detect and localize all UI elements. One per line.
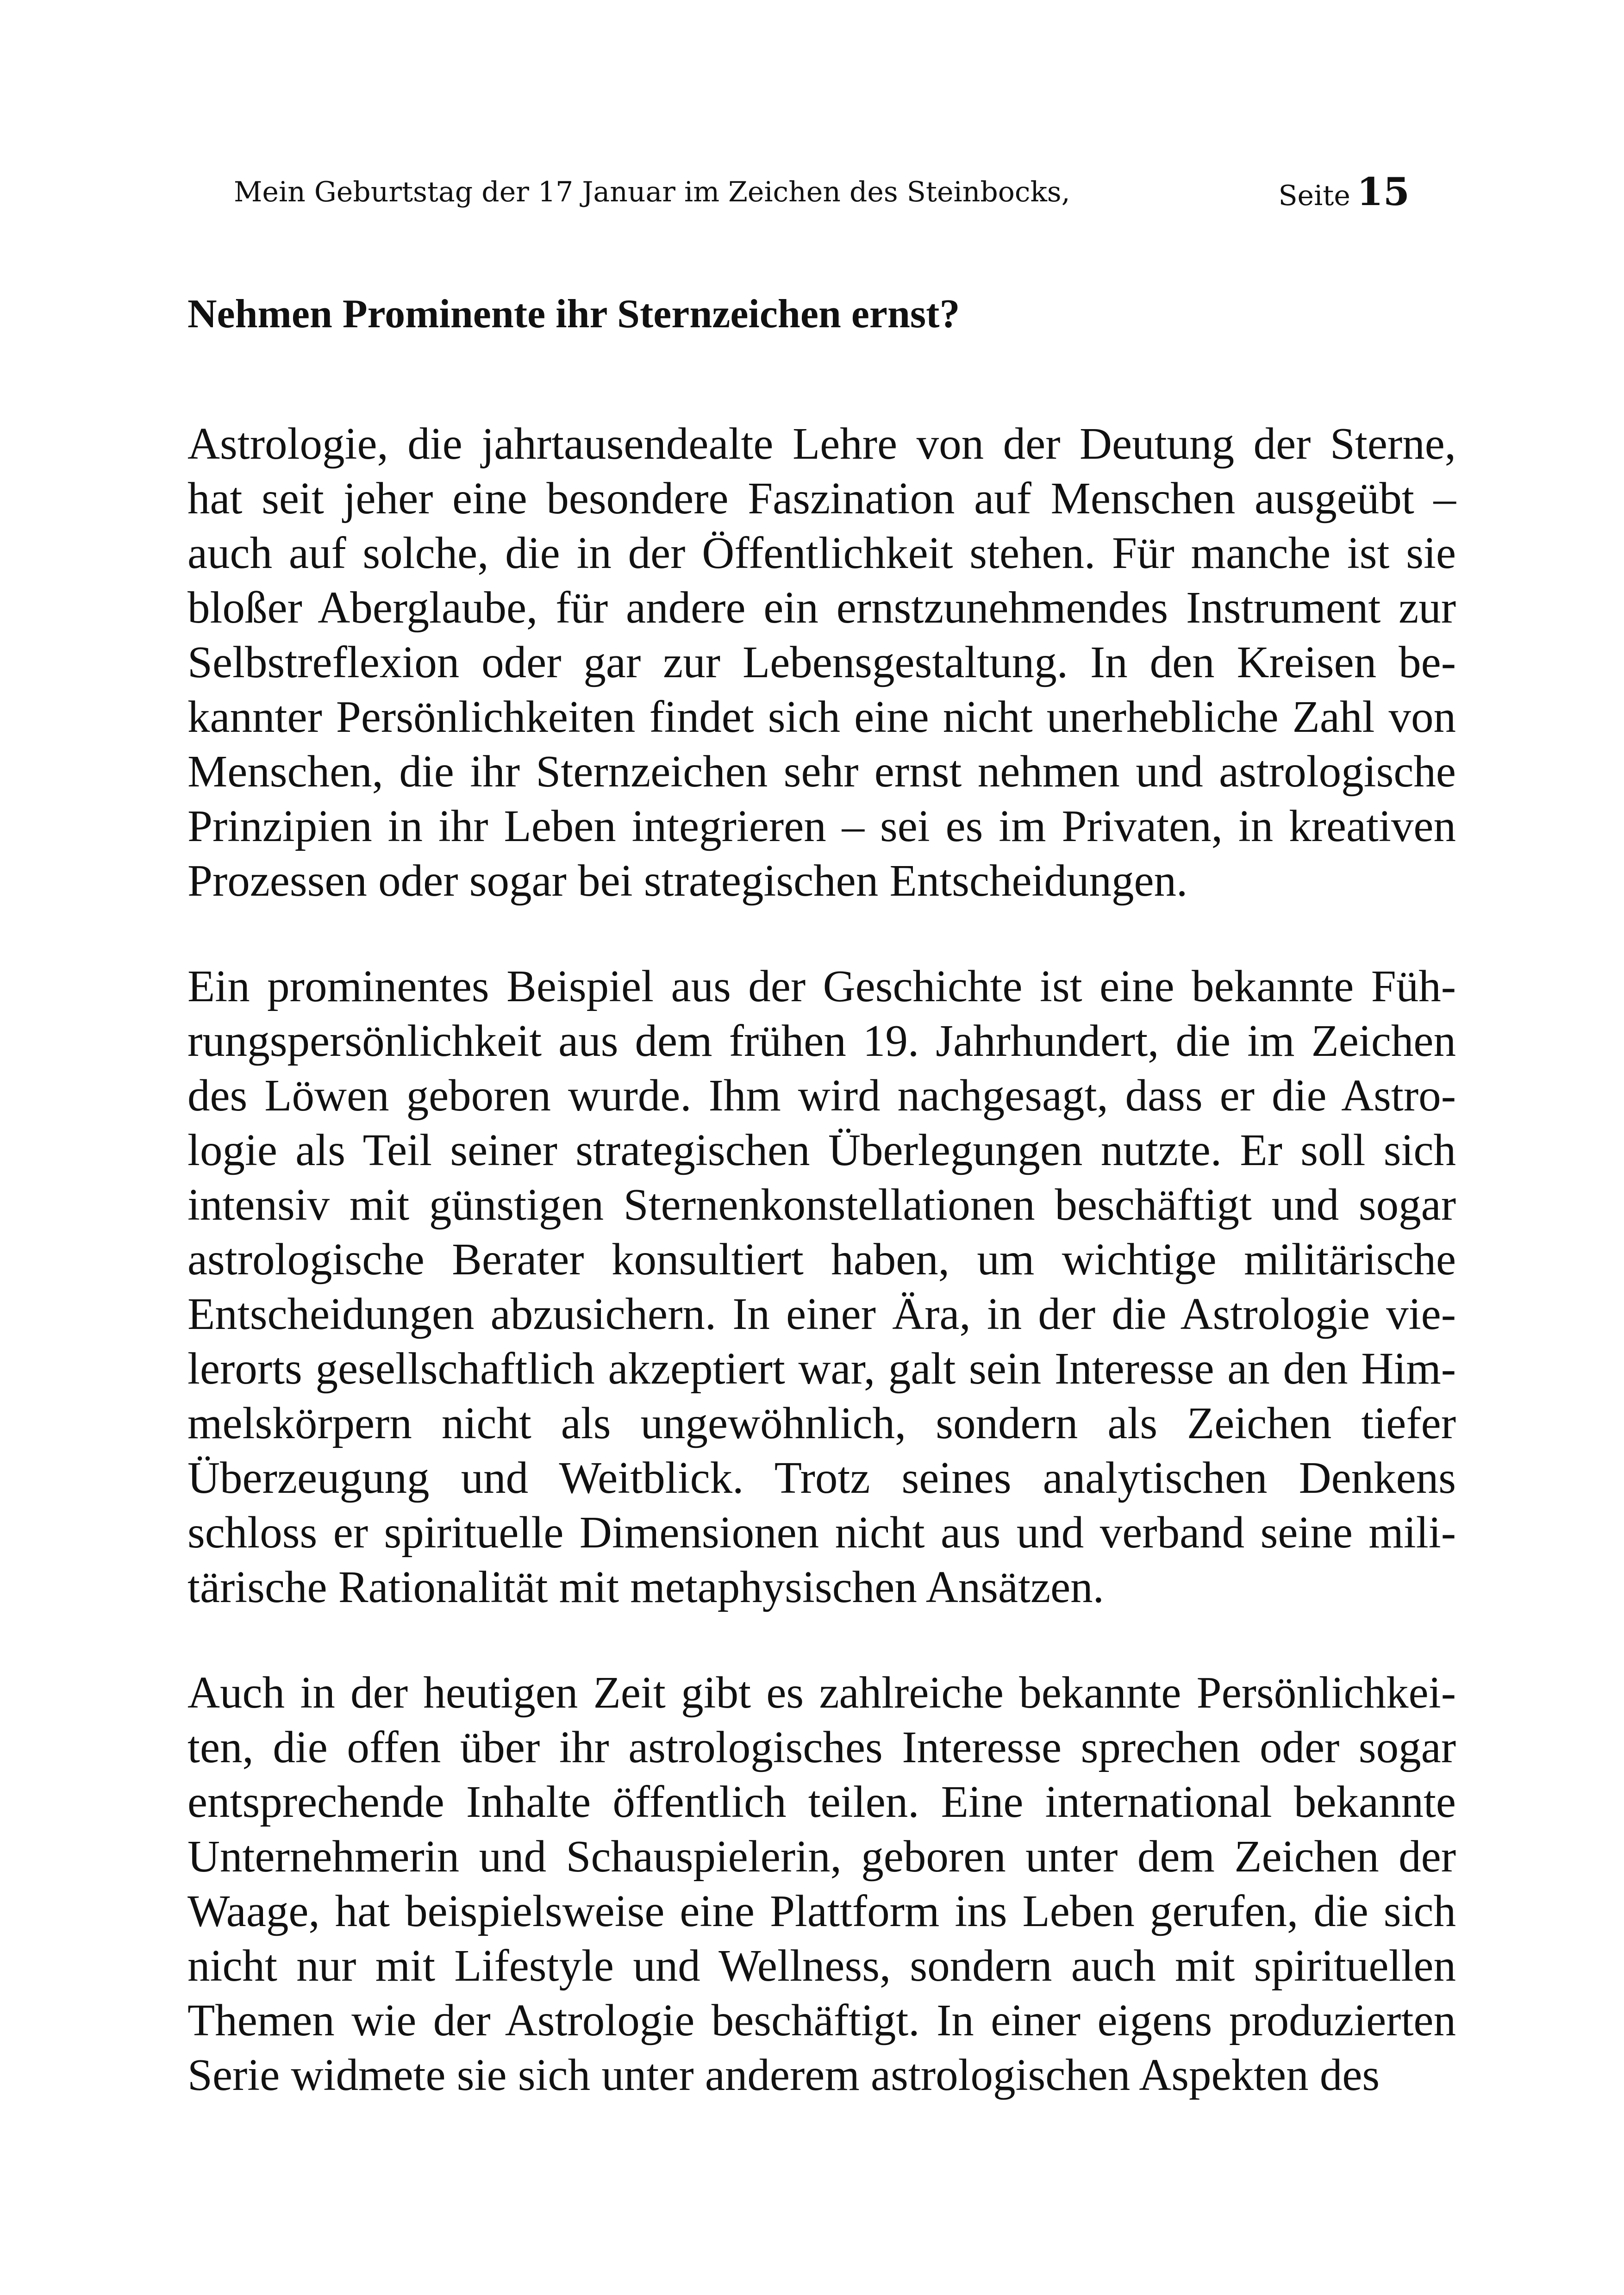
running-header (234, 157, 1410, 227)
article-heading: Nehmen Prominente ihr Sternzeichen ernst? (187, 292, 960, 337)
header-page-indicator (1278, 157, 1410, 231)
page-label: Seite (1278, 180, 1350, 212)
article-body (187, 287, 1456, 2153)
page-number: 15 (1356, 170, 1410, 214)
paragraph: Astrologie, die jahrtausendealte Lehre von der Deutung der Sterne, hat seit jeher eine besondere Faszination auf Menschen ausgeübt – auch auf solche, die in der Öffentlichkeit stehen. Für manche ist sie bloßer Aberglaube, für andere ein ernstzunehmendes Instrument zur Selbstreflexion oder gar zur Lebensgestaltung. In den Kreisen bekannter Persönlichkeiten findet sich eine nicht unerhebliche Zahl von Menschen, die ihr Sternzeichen sehr ernst nehmen und astrologische Prinzipien in ihr Leben integrieren – sei es im Privaten, in kreativen Prozessen oder sogar bei strategischen Entscheidungen. (187, 419, 1456, 905)
paragraph: Auch in der heutigen Zeit gibt es zahlreiche bekannte Persönlichkeiten, die offen über ihr astrologisches Interesse sprechen oder sogar entsprechende Inhalte öffentlich teilen. Eine international bekannte Unternehmerin und Schauspielerin, geboren unter dem Zeichen der Waage, hat beispielsweise eine Plattform ins Leben gerufen, die sich nicht nur mit Lifestyle und Wellness, sondern auch mit spirituellen Themen wie der Astrologie beschäftigt. In einer eigens produzierten Serie widmete sie sich unter anderem astrologischen Aspekten des (187, 1668, 1456, 2100)
paragraph: Ein prominentes Beispiel aus der Geschichte ist eine bekannte Führungspersönlichkeit aus dem frühen 19. Jahrhundert, die im Zeichen des Löwen geboren wurde. Ihm wird nachgesagt, dass er die Astrologie als Teil seiner strategischen Überlegungen nutzte. Er soll sich intensiv mit günstigen Sternenkonstellationen beschäftigt und sogar astrologische Berater konsultiert haben, um wichtige militärische Entscheidungen abzusichern. In einer Ära, in der die Astrologie vielerorts gesellschaftlich akzeptiert war, galt sein Interesse an den Himmelskörpern nicht als ungewöhnlich, sondern als Zeichen tiefer Überzeugung und Weitblick. Trotz seines analytischen Denkens schloss er spirituelle Dimensionen nicht aus und verband seine militärische Rationalität mit metaphysischen Ansätzen. (187, 961, 1456, 1612)
header-title: Mein Geburtstag der 17 Januar im Zeichen des Steinbocks, (234, 176, 1070, 208)
